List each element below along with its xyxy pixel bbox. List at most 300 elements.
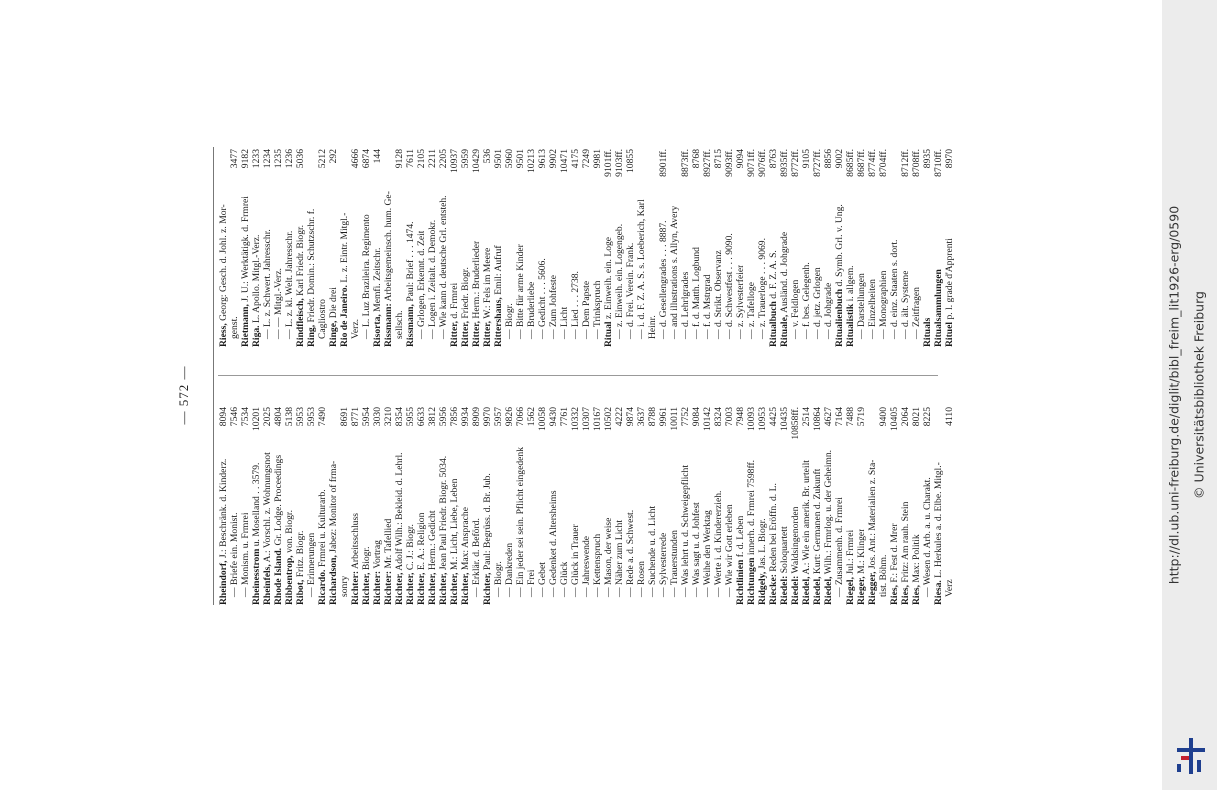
index-entry-number: 8909 bbox=[471, 407, 482, 427]
index-entry-detail: u. Moselland . . 3579. bbox=[251, 462, 262, 549]
index-entry-detail: — Jahreswende bbox=[581, 535, 592, 597]
index-entry-text bbox=[273, 268, 284, 347]
index-entry-number: 4110 bbox=[944, 407, 955, 426]
index-entry-number: 536 bbox=[482, 149, 493, 164]
index-entry-detail: — z. Trauerloge . . . 9069. bbox=[757, 238, 768, 339]
index-entry-text bbox=[383, 191, 394, 347]
index-entry-detail: — Gedenket d. Altersheims bbox=[548, 490, 559, 597]
index-entry-text bbox=[812, 267, 823, 347]
index-entry-text bbox=[768, 483, 779, 605]
index-entry-number: 7856 bbox=[449, 407, 460, 427]
index-entry bbox=[262, 149, 273, 347]
index-entry-detail: Jos. Ant.: Materialien z. Sta- bbox=[867, 459, 878, 572]
index-entry-number: 10471 bbox=[559, 149, 570, 173]
index-entry-text bbox=[284, 231, 295, 347]
index-entry bbox=[790, 149, 801, 347]
index-entry bbox=[273, 149, 284, 347]
index-entry bbox=[746, 407, 757, 605]
index-entry-number: 7752 bbox=[680, 407, 691, 427]
index-entry-text bbox=[647, 315, 658, 347]
index-entry bbox=[845, 149, 856, 347]
index-entry-heading: Rhode Island. bbox=[273, 547, 284, 605]
index-entry-number: 4425 bbox=[768, 407, 779, 427]
index-entry-detail: — Wie wir Gott erleben bbox=[724, 504, 735, 597]
index-entry-detail: Soloquartett bbox=[779, 526, 790, 576]
index-entry-text bbox=[790, 280, 801, 347]
index-entry-heading: Rieger, bbox=[856, 576, 867, 605]
index-entry-text bbox=[361, 214, 372, 347]
index-entry bbox=[559, 407, 570, 605]
index-entry bbox=[537, 149, 548, 347]
index-entry bbox=[328, 149, 339, 347]
index-entry-detail: Kurt: Germanen d. Zukunft bbox=[812, 468, 823, 577]
index-entry-detail: — i. d. F. Z. A. S. s. Loeberich, Karl bbox=[636, 199, 647, 339]
index-entry bbox=[823, 407, 834, 605]
index-entry-number: 5955 bbox=[405, 407, 416, 427]
index-entry bbox=[482, 407, 493, 605]
index-entry-text bbox=[878, 555, 889, 605]
index-entry-text bbox=[438, 456, 449, 605]
index-entry-text bbox=[922, 477, 933, 605]
index-entry-number: 1234 bbox=[262, 149, 273, 169]
index-entry-number: 8768 bbox=[691, 149, 702, 169]
index-entry-detail: A.: Wie ein amerik. Br. urteilt bbox=[801, 460, 812, 577]
index-entry-heading: Richter: bbox=[372, 570, 383, 605]
index-entry-detail: — Bitte für arme Kinder bbox=[515, 244, 526, 339]
index-entry-number: 6633 bbox=[416, 407, 427, 427]
index-entry-number: 9961 bbox=[658, 407, 669, 427]
index-entry-detail: — Einzelheiten bbox=[867, 279, 878, 339]
index-entry-detail: J. U.: Werktätigk. d. Frmrei bbox=[240, 196, 251, 305]
index-entry-detail: — — Mitgl.-Verz. bbox=[273, 268, 284, 339]
index-entry-heading: Rituale, bbox=[779, 314, 790, 347]
index-entry-text bbox=[845, 265, 856, 347]
index-entry-text bbox=[845, 530, 856, 605]
index-entry-detail: — Trinkspruch bbox=[592, 280, 603, 339]
index-entry-number: 10502 bbox=[603, 407, 614, 431]
index-entry-number: 8225 bbox=[922, 407, 933, 427]
index-entry-number: 10142 bbox=[702, 407, 713, 431]
index-entry-number: 3030 bbox=[372, 407, 383, 427]
index-entry-detail: — Licht bbox=[559, 306, 570, 339]
index-entry-text bbox=[438, 195, 449, 347]
index-entry-number: 9970 bbox=[482, 407, 493, 427]
index-entry-text bbox=[460, 507, 471, 605]
index-entry-text bbox=[911, 287, 922, 347]
index-entry bbox=[592, 149, 603, 347]
index-entry-detail: — Ein jeder sei sein. Pflicht eingedenk bbox=[515, 447, 526, 597]
index-entry-number: 10307 bbox=[581, 407, 592, 431]
index-entry-number: 9071ff. bbox=[746, 149, 757, 177]
index-entry bbox=[702, 407, 713, 605]
index-entry-detail: — Erklär. d. Beförd. bbox=[471, 518, 482, 597]
index-entry-number: 9400 bbox=[878, 407, 889, 427]
index-entry-detail: Reden bei Eröffn. d. L. bbox=[768, 483, 779, 575]
index-entry-heading: Rietmann, bbox=[240, 304, 251, 347]
index-entry-heading: Richtlinien bbox=[735, 559, 746, 605]
index-entry-text bbox=[823, 283, 834, 347]
index-entry bbox=[823, 149, 834, 347]
index-entry bbox=[570, 407, 581, 605]
index-entry-number: 8771 bbox=[350, 407, 361, 427]
index-entry-detail: L. z. Eintr. Mitgl.- bbox=[339, 212, 350, 286]
index-entry-text bbox=[614, 224, 625, 347]
index-entry-number: 9826 bbox=[504, 407, 515, 427]
index-entry-heading: Richardson, bbox=[328, 555, 339, 605]
index-entry bbox=[680, 149, 691, 347]
index-entry bbox=[922, 149, 933, 347]
index-entry-number: 10953 bbox=[757, 407, 768, 431]
index-entry bbox=[361, 407, 372, 605]
index-entry-number: 10855 bbox=[625, 149, 636, 173]
index-entry bbox=[691, 407, 702, 605]
index-entry-text bbox=[614, 520, 625, 605]
index-entry-detail: Biogr. bbox=[361, 546, 372, 573]
index-entry bbox=[669, 407, 680, 605]
index-entry bbox=[856, 407, 867, 605]
index-entry bbox=[526, 149, 537, 347]
index-entry-detail: — Trauerstunden bbox=[669, 530, 680, 597]
index-entry bbox=[218, 407, 229, 605]
index-entry-text bbox=[801, 460, 812, 605]
index-entry-text bbox=[636, 561, 647, 605]
index-entry-text bbox=[460, 267, 471, 347]
index-entry-detail: Jas. L. Biogr. bbox=[757, 518, 768, 572]
index-entry-detail: — Was lehrt u. d. Schweigepflicht bbox=[680, 464, 691, 597]
index-entry-text bbox=[394, 452, 405, 605]
index-entry-detail: genst. bbox=[229, 316, 240, 339]
index-entry bbox=[867, 407, 878, 605]
index-entry-detail: z. Einweih. ein. Loge bbox=[603, 236, 614, 322]
index-entry-number: 4666 bbox=[350, 149, 361, 169]
index-entry-number: 10167 bbox=[592, 407, 603, 431]
index-entry-detail: — z. Tafelloge bbox=[746, 282, 757, 339]
index-entry-text bbox=[350, 513, 361, 605]
index-entry-number: 9902 bbox=[548, 149, 559, 169]
index-entry-detail: — Biogr. bbox=[493, 561, 504, 597]
index-entry-text bbox=[691, 247, 702, 347]
index-entry-text bbox=[526, 570, 537, 605]
index-entry-number: 10435 bbox=[779, 407, 790, 431]
index-entry bbox=[702, 149, 713, 347]
index-entry-text bbox=[229, 513, 240, 605]
index-entry-detail: — and illustrations s. Allyn, Avery bbox=[669, 205, 680, 339]
logo-bar-2 bbox=[1177, 748, 1205, 752]
index-entry bbox=[493, 149, 504, 347]
index-entry-heading: Rheinesstrom bbox=[251, 548, 262, 605]
index-entry-number: 7249 bbox=[581, 149, 592, 169]
index-entry bbox=[383, 407, 394, 605]
index-entry-text bbox=[317, 489, 328, 605]
index-entry-heading: Ritualsammlungen bbox=[933, 269, 944, 347]
index-entry bbox=[911, 407, 922, 605]
index-entry-number: 9182 bbox=[240, 149, 251, 169]
index-entry bbox=[350, 149, 361, 347]
index-entry-number: 3477 bbox=[229, 149, 240, 169]
index-entry-heading: Rissmann: bbox=[383, 303, 394, 347]
index-entry-heading: Riedel, bbox=[801, 576, 812, 605]
index-entry-heading: Richter, bbox=[394, 572, 405, 605]
index-entry-detail: — Darstellungen bbox=[856, 273, 867, 339]
index-entry-heading: Rituel bbox=[944, 321, 955, 347]
index-entry-detail: Arbeitsschluss bbox=[350, 513, 361, 571]
index-entry-detail: Herm.: Bruderlieder bbox=[471, 240, 482, 321]
index-entry-text bbox=[856, 529, 867, 605]
index-entry bbox=[328, 407, 339, 605]
index-entry-heading: Riesa. bbox=[933, 580, 944, 605]
index-entry-number: 10058 bbox=[537, 407, 548, 431]
index-entry-text bbox=[713, 250, 724, 347]
index-entry-number: 8873ff. bbox=[680, 149, 691, 177]
index-entry bbox=[768, 149, 779, 347]
index-entry-detail: Emil: Aufruf bbox=[493, 245, 504, 298]
index-entry-number: 9613 bbox=[537, 149, 548, 169]
index-entry-heading: Riedel: bbox=[790, 575, 801, 605]
index-entry-heading: Ries, bbox=[900, 585, 911, 605]
index-entry-detail: — Werte i. d. Kindererzieh. bbox=[713, 490, 724, 597]
index-entry-heading: Rittershaus, bbox=[493, 297, 504, 347]
index-entry-heading: Ring, bbox=[306, 324, 317, 347]
logo-bar-5 bbox=[1177, 764, 1181, 772]
index-entry-number: 8901ff. bbox=[658, 149, 669, 177]
index-entry-number: 1562 bbox=[526, 407, 537, 427]
index-entry-text bbox=[867, 460, 878, 605]
index-entry-text bbox=[944, 579, 955, 605]
index-entry bbox=[427, 407, 438, 605]
index-entry-heading: Ritualienbuch bbox=[834, 288, 845, 347]
index-entry-number: 4804 bbox=[273, 407, 284, 427]
index-entry bbox=[526, 407, 537, 605]
index-entry-number: 8856 bbox=[823, 149, 834, 169]
index-entry-number: 9501 bbox=[493, 149, 504, 169]
index-entry bbox=[603, 407, 614, 605]
index-entry-heading: Rindfleisch, bbox=[295, 298, 306, 347]
index-entry-number: 8715 bbox=[713, 149, 724, 169]
index-entry-number: 8708ff. bbox=[911, 149, 922, 177]
index-entry-detail: F.: Fest d. Mrer bbox=[889, 523, 900, 586]
index-entry-detail: — Erinnerungen bbox=[306, 532, 317, 597]
index-entry-text bbox=[603, 237, 614, 347]
index-entry-number: 7488 bbox=[845, 407, 856, 427]
index-entry-number: 2514 bbox=[801, 407, 812, 427]
index-entry bbox=[647, 149, 658, 347]
index-entry-text bbox=[361, 546, 372, 605]
index-entry-detail: Die drei bbox=[328, 287, 339, 321]
index-entry-number: 8774ff. bbox=[867, 149, 878, 177]
index-entry-detail: — d. Johgrade bbox=[823, 282, 834, 339]
index-entry-text bbox=[834, 204, 845, 347]
index-entry bbox=[251, 407, 262, 605]
index-entry-detail: J.: Beschränk. d. Kinderz. bbox=[218, 458, 229, 561]
index-entry-heading: Riecke: bbox=[768, 574, 779, 605]
index-entry-detail: Friedr. Biogr. bbox=[460, 267, 471, 321]
index-entry-detail: — v. Feldlogen bbox=[790, 279, 801, 339]
index-entry bbox=[779, 407, 790, 605]
index-entry bbox=[394, 149, 405, 347]
index-entry bbox=[944, 407, 955, 605]
index-entry-text bbox=[746, 282, 757, 347]
index-entry-number: 10332 bbox=[570, 407, 581, 431]
index-entry-text bbox=[889, 240, 900, 347]
index-entry-heading: Ribbentrop, bbox=[284, 555, 295, 605]
index-entry bbox=[482, 149, 493, 347]
index-entry bbox=[394, 407, 405, 605]
index-entry-detail: — f. bes. Gelegenh. bbox=[801, 262, 812, 339]
index-entry bbox=[636, 407, 647, 605]
index-entry-heading: Rissmann, bbox=[405, 304, 416, 347]
index-entry-heading: Rheindorf, bbox=[218, 560, 229, 605]
index-entry-number: 5953 bbox=[295, 407, 306, 427]
index-entry-number: 2025 bbox=[262, 407, 273, 427]
index-entry-heading: Richtungen bbox=[746, 557, 757, 605]
index-entry-heading: Ringe, bbox=[328, 320, 339, 347]
index-entry-number: 7534 bbox=[240, 407, 251, 427]
index-entry-heading: Ries, bbox=[911, 585, 922, 605]
index-entry-text bbox=[757, 518, 768, 605]
index-entry bbox=[922, 407, 933, 605]
index-entry-heading: Ritual bbox=[603, 321, 614, 347]
index-entry bbox=[295, 149, 306, 347]
index-entry-text bbox=[702, 274, 713, 347]
index-entry-detail: i. allgem. bbox=[845, 265, 856, 304]
index-entry-detail: L. Herkules a. d. Elbe. Mitgl.- bbox=[933, 462, 944, 581]
index-entry bbox=[790, 407, 801, 605]
index-entry-number: 7948 bbox=[735, 407, 746, 427]
index-entry-detail: — d. Strikt. Observanz bbox=[713, 250, 724, 339]
index-entry-text bbox=[482, 248, 493, 347]
index-entry-detail: — z. Sylvesterfeier bbox=[735, 264, 746, 339]
index-entry-detail: tist. Böhm. bbox=[878, 554, 889, 597]
index-entry-number: 5960 bbox=[504, 149, 515, 169]
index-entry-detail: Verz bbox=[944, 579, 955, 597]
source-url-link[interactable]: http://dl.ub.uni-freiburg.de/diglit/bibl_freim_lit1926-erg/0590 bbox=[1166, 205, 1182, 585]
index-entry bbox=[416, 149, 427, 347]
index-entry-text bbox=[757, 238, 768, 347]
index-entry-detail: — f. d. Matth. Logbund bbox=[691, 247, 702, 339]
index-entry bbox=[801, 407, 812, 605]
index-entry-heading: Ricardo. bbox=[317, 569, 328, 605]
index-entry-number: 9093ff. bbox=[724, 149, 735, 177]
index-entry bbox=[515, 149, 526, 347]
index-entry-heading: Richter, bbox=[460, 572, 471, 605]
index-entry bbox=[229, 149, 240, 347]
index-entry bbox=[669, 149, 680, 347]
index-entry-detail: — Rede a. d. Schwest. bbox=[625, 509, 636, 597]
index-entry-detail: — d. Gesellengrades . . . 8887. bbox=[658, 220, 669, 339]
index-entry bbox=[295, 407, 306, 605]
index-entry-text bbox=[768, 250, 779, 347]
index-entry-text bbox=[559, 307, 570, 347]
index-entry-number: 10405 bbox=[889, 407, 900, 431]
index-entry-detail: A.: Vorschl. z. Wohnungsnot bbox=[262, 452, 273, 565]
index-entry-heading: Risorta, bbox=[372, 314, 383, 347]
index-entry-number: 5956 bbox=[438, 407, 449, 427]
index-entry-number: 9934 bbox=[460, 407, 471, 427]
index-entry bbox=[779, 149, 790, 347]
index-entry-text bbox=[856, 273, 867, 347]
library-logo-icon bbox=[1171, 736, 1211, 776]
index-entry-detail: — d. Lehrlgrades bbox=[680, 271, 691, 339]
index-entry-text bbox=[790, 507, 801, 605]
index-entry-text bbox=[493, 561, 504, 605]
index-entry-text bbox=[240, 196, 251, 347]
index-entry-number: 5954 bbox=[361, 407, 372, 427]
index-entry-heading: Richter: bbox=[383, 570, 394, 605]
index-entry-text bbox=[295, 531, 306, 605]
index-entry-text bbox=[724, 504, 735, 605]
index-entry-detail: Max: Politik bbox=[911, 534, 922, 586]
index-entry-heading: Riedel, bbox=[823, 576, 834, 605]
index-entry-detail: — Gedicht . . . 5606. bbox=[537, 258, 548, 339]
index-entry-heading: Rituals bbox=[922, 317, 933, 347]
index-entry bbox=[878, 149, 889, 347]
index-entry-detail: — Frei bbox=[526, 569, 537, 597]
index-entry-text bbox=[405, 221, 416, 347]
index-entry bbox=[416, 407, 427, 605]
index-entry-detail: Georg: Gesch. d. Johl. z. Mor- bbox=[218, 204, 229, 324]
index-entry-detail: — Biogr. bbox=[504, 303, 515, 339]
index-entry bbox=[317, 149, 328, 347]
index-entry-detail: sonry bbox=[339, 575, 350, 597]
index-entry-heading: Richter, bbox=[361, 572, 372, 605]
index-entry-text bbox=[658, 533, 669, 605]
index-entry-text bbox=[383, 519, 394, 605]
index-entry-text bbox=[592, 534, 603, 605]
index-entry-heading: Richter, bbox=[427, 572, 438, 605]
index-entry bbox=[350, 407, 361, 605]
index-entry bbox=[306, 407, 317, 605]
index-entry-number: 8935 bbox=[922, 149, 933, 169]
index-entry bbox=[614, 407, 625, 605]
index-entry-number: 5719 bbox=[856, 407, 867, 427]
index-entry-detail: d. Symb. Grl. v. Ung. bbox=[834, 204, 845, 289]
index-entry-number: 10201 bbox=[251, 407, 262, 431]
index-entry-heading: Riga. bbox=[251, 325, 262, 347]
index-entry-number: 8094 bbox=[218, 407, 229, 427]
index-entry-text bbox=[504, 543, 515, 605]
index-entry bbox=[911, 149, 922, 347]
index-entry bbox=[933, 149, 944, 347]
index-entry bbox=[900, 149, 911, 347]
index-entry-heading: Richter, bbox=[416, 572, 427, 605]
index-entry-detail: — Zeitfragen bbox=[911, 287, 922, 339]
index-entry bbox=[515, 407, 526, 605]
index-entry-number: 9105 bbox=[801, 149, 812, 169]
index-entry-text bbox=[350, 319, 361, 347]
index-entry-heading: Ritualbuch bbox=[768, 301, 779, 347]
index-entry-text bbox=[262, 452, 273, 605]
index-entry-text bbox=[570, 271, 581, 347]
index-entry-number: 10011 bbox=[669, 407, 680, 431]
index-entry-detail: Cagliostro bbox=[317, 299, 328, 339]
index-entry-detail: Frmrei u. Kulturarb. bbox=[317, 489, 328, 570]
index-entry-detail: Jabez: Monitor of frma- bbox=[328, 460, 339, 556]
index-entry-detail: Adolf Wilh.: Bekleid. d. Lehrl. bbox=[394, 452, 405, 573]
index-entry-text bbox=[889, 523, 900, 605]
index-entry-heading: Richter: bbox=[350, 570, 361, 605]
index-entry-text bbox=[933, 269, 944, 347]
index-entry-text bbox=[713, 491, 724, 605]
index-entry-text bbox=[702, 510, 713, 605]
index-entry bbox=[427, 149, 438, 347]
index-entry-number: 9874 bbox=[625, 407, 636, 427]
index-column-left bbox=[218, 407, 955, 605]
index-entry bbox=[724, 407, 735, 605]
index-entry-detail: — Lied . . . 2738. bbox=[570, 271, 581, 339]
index-entry-text bbox=[878, 271, 889, 347]
index-entry-number: 8685ff. bbox=[845, 149, 856, 177]
index-entry-text bbox=[262, 229, 273, 347]
